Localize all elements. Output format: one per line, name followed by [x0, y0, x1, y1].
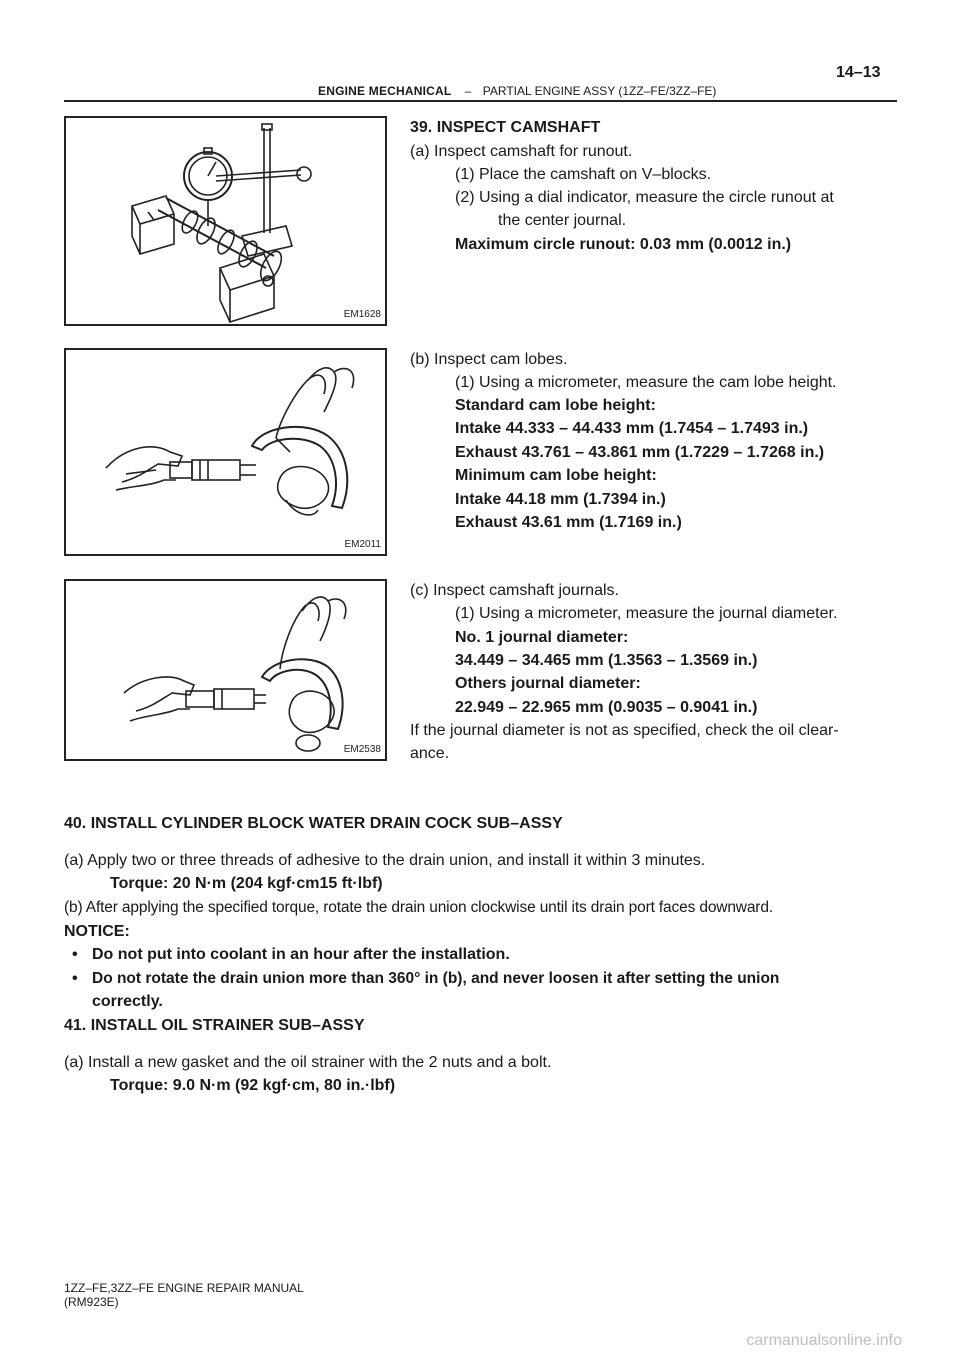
spec-others-journal-value: 22.949 – 22.965 mm (0.9035 – 0.9041 in.): [455, 699, 758, 716]
notice-item-2-cont: correctly.: [92, 993, 163, 1010]
page-number: 14–13: [836, 64, 881, 81]
spec-min-lobe-intake: Intake 44.18 mm (1.7394 in.): [455, 491, 666, 508]
step-39-title: 39. INSPECT CAMSHAFT: [410, 119, 601, 136]
step-39a-1: (1) Place the camshaft on V–blocks.: [455, 166, 712, 183]
step-41-title: 41. INSTALL OIL STRAINER SUB–ASSY: [64, 1017, 365, 1034]
figure-code: EM1628: [343, 309, 381, 320]
step-40-title: 40. INSTALL CYLINDER BLOCK WATER DRAIN COCK SUB–ASSY: [64, 815, 563, 832]
figure-code: EM2011: [344, 539, 381, 550]
step-41a-torque: Torque: 9.0 N·m (92 kgf·cm, 80 in.·lbf): [110, 1077, 396, 1094]
watermark: carmanualsonline.info: [746, 1332, 902, 1349]
section-title: ENGINE MECHANICAL: [318, 84, 452, 98]
spec-std-lobe-intake: Intake 44.333 – 44.433 mm (1.7454 – 1.7493 in.): [455, 420, 809, 437]
notice-item-2: Do not rotate the drain union more than 360° in (b), and never loosen it after setting the union: [92, 970, 780, 987]
figure-camshaft-runout: [64, 116, 387, 326]
header-separator: –: [464, 84, 472, 98]
notice-bullet: •: [72, 970, 78, 987]
figure-cam-lobe-height: [64, 348, 387, 556]
header-rule: [64, 100, 897, 102]
spec-max-runout: Maximum circle runout: 0.03 mm (0.0012 in.): [455, 236, 792, 253]
spec-no1-journal-value: 34.449 – 34.465 mm (1.3563 – 1.3569 in.): [455, 652, 758, 669]
step-39a-2-cont: the center journal.: [498, 212, 627, 229]
camshaft-dial-indicator-illustration: [66, 118, 389, 328]
spec-no1-journal-label: No. 1 journal diameter:: [455, 629, 629, 646]
journal-note: If the journal diameter is not as specified, check the oil clear-: [410, 722, 839, 739]
spec-min-lobe-label: Minimum cam lobe height:: [455, 467, 657, 484]
footer: [64, 1281, 304, 1309]
step-39a: (a) Inspect camshaft for runout.: [410, 143, 633, 160]
figure-code: EM2538: [343, 744, 381, 755]
subsection-title: PARTIAL ENGINE ASSY (1ZZ–FE/3ZZ–FE): [482, 84, 717, 98]
spec-std-lobe-label: Standard cam lobe height:: [455, 397, 656, 414]
micrometer-cam-lobe-illustration: [66, 350, 389, 558]
footer-manual-title: 1ZZ–FE,3ZZ–FE ENGINE REPAIR MANUAL: [64, 1281, 304, 1295]
step-40a-torque: Torque: 20 N·m (204 kgf·cm15 ft·lbf): [110, 875, 383, 892]
step-41a: (a) Install a new gasket and the oil strainer with the 2 nuts and a bolt.: [64, 1054, 552, 1071]
spec-std-lobe-exhaust: Exhaust 43.761 – 43.861 mm (1.7229 – 1.7268 in.): [455, 444, 825, 461]
notice-bullet: •: [72, 946, 78, 963]
step-40a: (a) Apply two or three threads of adhesive to the drain union, and install it within 3 minutes.: [64, 852, 706, 869]
footer-manual-code: (RM923E): [64, 1295, 119, 1309]
figure-journal-diameter: [64, 579, 387, 761]
spec-min-lobe-exhaust: Exhaust 43.61 mm (1.7169 in.): [455, 514, 682, 531]
step-39b: (b) Inspect cam lobes.: [410, 351, 568, 368]
step-39b-1: (1) Using a micrometer, measure the cam lobe height.: [455, 374, 837, 391]
notice-label: NOTICE:: [64, 923, 130, 940]
step-40b: (b) After applying the specified torque, rotate the drain union clockwise until its drain port faces downward.: [64, 899, 773, 916]
running-header: [318, 84, 716, 98]
spec-others-journal-label: Others journal diameter:: [455, 675, 641, 692]
micrometer-journal-illustration: [66, 581, 389, 763]
step-39c-1: (1) Using a micrometer, measure the journal diameter.: [455, 605, 838, 622]
journal-note-cont: ance.: [410, 745, 450, 762]
step-39c: (c) Inspect camshaft journals.: [410, 582, 619, 599]
notice-item-1: Do not put into coolant in an hour after the installation.: [92, 946, 510, 963]
step-39a-2: (2) Using a dial indicator, measure the circle runout at: [455, 189, 834, 206]
